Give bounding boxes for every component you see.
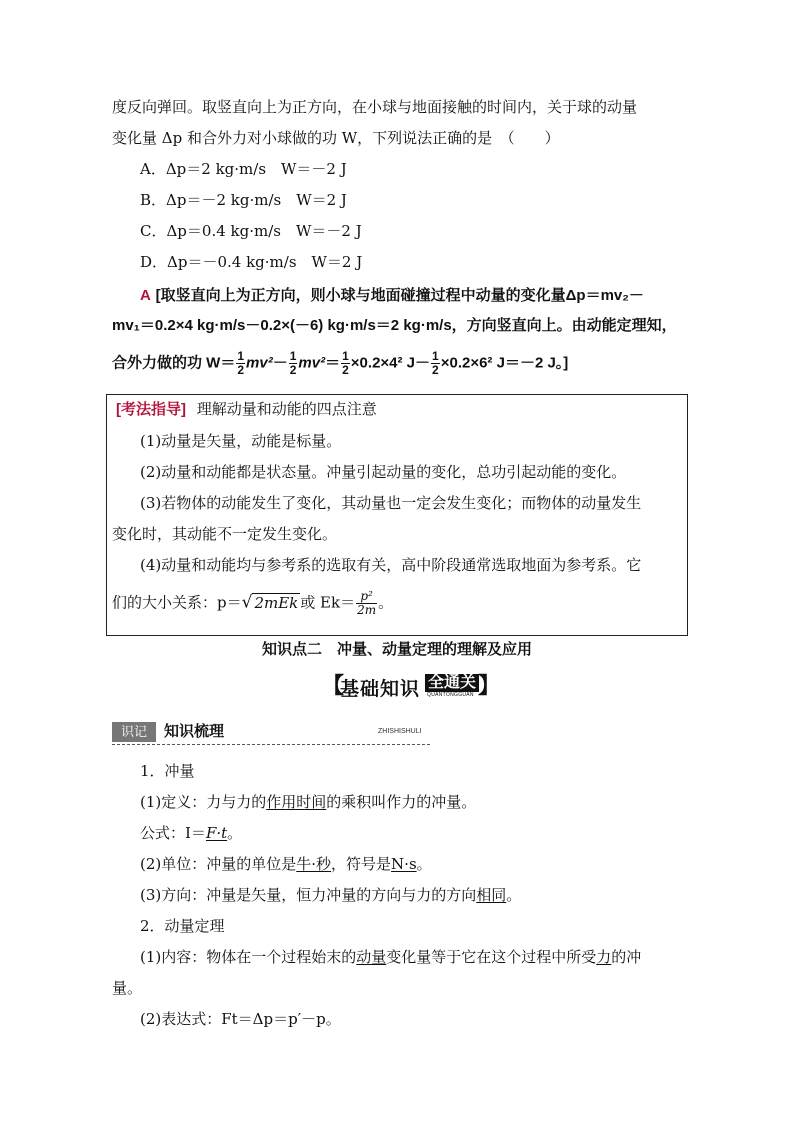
section-tag: 识记	[112, 722, 156, 742]
knowledge-point-title: 知识点二 冲量、动量定理的理解及应用	[261, 641, 532, 658]
answer-line-3: 合外力做的功 W＝ $\frac{1}{2}$ mv²－ $\frac{1}{2}$ mv²＝ $\frac{1}{2}$ ×0.2×4² J－ $\frac{1}{2}$ ×0.2×6² J＝－2 J。]	[112, 349, 569, 377]
theorem-expression: (2)表达式：Ft＝Δp＝p′－p。	[140, 1010, 341, 1028]
kaofa-p2: (2)动量和动能都是状态量。冲量引起动量的变化，总功引起动能的变化。	[140, 463, 627, 481]
kaofa-heading	[116, 398, 377, 421]
theorem-content: (1)内容：物体在一个过程始末的动量变化量等于它在这个过程中所受力的冲	[140, 948, 642, 966]
fraction-ek: $\frac{\text{p²}}{2m}$	[357, 589, 377, 617]
impulse-unit: (2)单位：冲量的单位是牛·秒，符号是N·s。	[140, 855, 432, 873]
fraction-half-3: $\frac{1}{2}$	[342, 349, 349, 377]
answer-line-1	[140, 284, 644, 307]
answer-letter: A	[140, 287, 151, 304]
section-label: 知识梳理	[164, 723, 225, 740]
fraction-half-4: $\frac{1}{2}$	[432, 349, 439, 377]
theorem-content-line2: 量。	[112, 979, 143, 997]
kaofa-p3a: (3)若物体的动能发生了变化，其动量也一定会发生变化；而物体的动量发生	[140, 494, 642, 512]
kaofa-title: 理解动量和动能的四点注意	[196, 400, 377, 418]
option-b: B．Δp＝－2 kg·m/s W＝2 J	[140, 191, 347, 209]
heading-momentum-theorem: 2．动量定理	[140, 917, 225, 935]
fraction-half-1: $\frac{1}{2}$	[237, 349, 245, 377]
impulse-direction: (3)方向：冲量是矢量，恒力冲量的方向与力的方向相同。	[140, 886, 522, 904]
answer-line-2: mv₁＝0.2×4 kg·m/s－0.2×(－6) kg·m/s＝2 kg·m/s，方向竖直向上。由动能定理知，	[112, 317, 677, 334]
impulse-formula: 公式：I＝F·t。	[140, 824, 243, 842]
heading-impulse: 1．冲量	[140, 762, 195, 780]
option-c: C．Δp＝0.4 kg·m/s W＝－2 J	[140, 222, 362, 240]
question-line-1: 度反向弹回。取竖直向上为正方向，在小球与地面接触的时间内，关于球的动量	[112, 98, 638, 116]
section-divider	[112, 744, 430, 745]
section-header	[112, 722, 430, 742]
impulse-definition: (1)定义：力与力的作用时间的乘积叫作力的冲量。	[140, 793, 477, 811]
fraction-half-2: $\frac{1}{2}$	[289, 349, 297, 377]
option-d: D．Δp＝－0.4 kg·m/s W＝2 J	[140, 253, 363, 271]
kaofa-tag: [考法指导]	[116, 401, 186, 418]
answer-text-1: [取竖直向上为正方向，则小球与地面碰撞过程中动量的变化量Δp＝mv₂－	[155, 287, 644, 304]
answer-line3-prefix: 合外力做的功 W＝	[112, 354, 236, 372]
kaofa-p4a: (4)动量和动能均与参考系的选取有关，高中阶段通常选取地面为参考系。它	[140, 556, 642, 574]
banner-badge: 全通关 QUANTONGGUAN	[425, 674, 481, 698]
sqrt-expression: 2mEk	[254, 593, 299, 612]
basic-knowledge-banner: 【 基础知识 全通关 QUANTONGGUAN 】	[322, 673, 501, 700]
kaofa-p1: (1)动量是矢量，动能是标量。	[140, 432, 342, 450]
kaofa-p3b: 变化时，其动能不一定发生变化。	[112, 525, 338, 543]
option-a: A．Δp＝2 kg·m/s W＝－2 J	[140, 160, 347, 178]
question-line-2: 变化量 Δp 和合外力对小球做的功 W，下列说法正确的是 （ ）	[112, 129, 560, 147]
banner-title: 基础知识	[340, 679, 421, 700]
section-pinyin: ZHISHISHULI	[378, 728, 422, 735]
kaofa-p4b: 们的大小关系：p＝√ 2mEk 或 Ek＝ $\frac{\text{p²}}{2m}$ 。	[112, 589, 394, 617]
